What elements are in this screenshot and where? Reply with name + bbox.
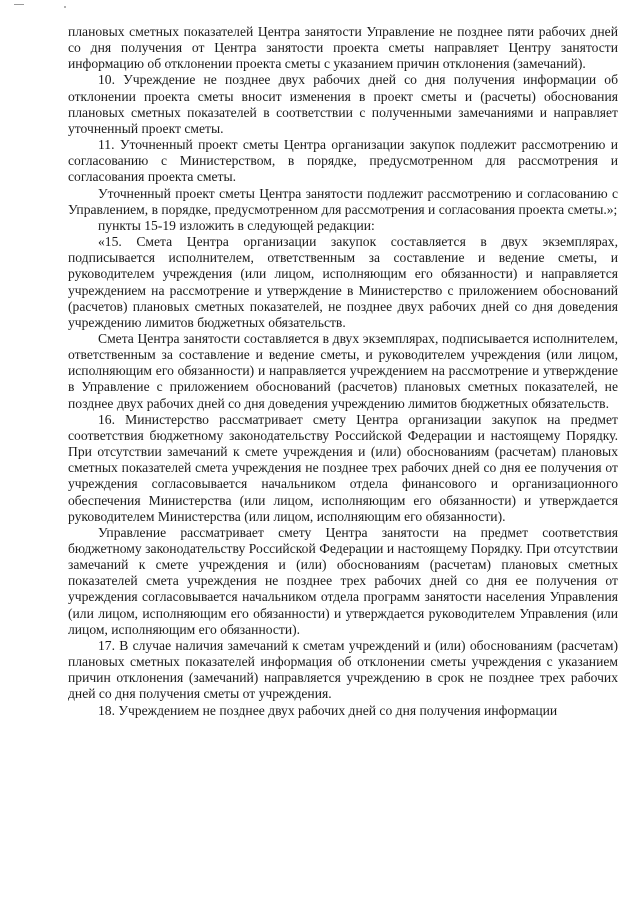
- paragraph-item-16: 16. Министерство рассматривает смету Центра организации закупок на предмет соответствия бюджетному законодательству Российской Федерации и настоящему Порядку. При отсутствии замечаний к смете учреждения и (или) обоснованиям (расчетам) плановых сметных показателей смета учреждения не позднее трех рабочих дней со дня ее получения от учреждения согласовывается начальником отдела финансового и организационного обеспечения Министерства (или лицом, исполняющим его обязанности) и утверждается руководителем Министерства (или лицом, исполняющим его обязанности).: [68, 411, 618, 524]
- document-body: [68, 24, 618, 719]
- scan-artifact-dot: [64, 6, 66, 8]
- paragraph-item-11-employment-center: Уточненный проект сметы Центра занятости подлежит рассмотрению и согласованию с Управлением, в порядке, предусмотренном для рассмотрения и согласования проекта сметы.»;: [68, 185, 618, 217]
- paragraph-item-15-employment-center: Смета Центра занятости составляется в двух экземплярах, подписывается исполнителем, ответственным за составление и ведение сметы, и руководителем учреждения (или лицом, исполняющим его обязанности) и направляется учреждением на рассмотрение и утверждение в Управление с приложением обоснований (расчетов) плановых сметных показателей, не позднее двух рабочих дней со дня доведения учреждению лимитов бюджетных обязательств.: [68, 330, 618, 411]
- paragraph-item-15: «15. Смета Центра организации закупок составляется в двух экземплярах, подписывается исполнителем, ответственным за составление и ведение сметы, и руководителем учреждения (или лицом, исполняющим его обязанности) и направляется учреждением на рассмотрение и утверждение в Министерство с приложением обоснований (расчетов) плановых сметных показателей, не позднее двух рабочих дней со дня доведения учреждению лимитов бюджетных обязательств.: [68, 234, 618, 330]
- paragraph-continuation: плановых сметных показателей Центра занятости Управление не позднее пяти рабочих дней со дня получения от Центра занятости проекта сметы направляет Центру занятости информацию об отклонении проекта сметы с указанием причин отклонения (замечаний).: [68, 24, 618, 72]
- paragraph-item-10: 10. Учреждение не позднее двух рабочих дней со дня получения информации об отклонении проекта сметы вносит изменения в проект сметы и (расчеты) обоснования плановых сметных показателей в соответствии с полученными замечаниями и направляет уточненный проект сметы.: [68, 72, 618, 136]
- paragraph-item-18: 18. Учреждением не позднее двух рабочих дней со дня получения информации: [98, 702, 558, 718]
- paragraph-amendment-intro: пункты 15-19 изложить в следующей редакции:: [98, 217, 375, 233]
- paragraph-item-16-employment-center: Управление рассматривает смету Центра занятости на предмет соответствия бюджетному законодательству Российской Федерации и настоящему Порядку. При отсутствии замечаний к смете учреждения и (или) обоснованиям (расчетам) плановых сметных показателей смета учреждения не позднее трех рабочих дней со дня ее получения от учреждения согласовывается начальником отдела программ занятости населения Управления (или лицом, исполняющим его обязанности) и утверждается руководителем Управления (или лицом, исполняющим его обязанности).: [68, 524, 618, 637]
- paragraph-item-11: 11. Уточненный проект сметы Центра организации закупок подлежит рассмотрению и согласованию с Министерством, в порядке, предусмотренном для рассмотрения и согласования проекта сметы.: [68, 137, 618, 185]
- paragraph-item-17: 17. В случае наличия замечаний к сметам учреждений и (или) обоснованиям (расчетам) плановых сметных показателей информация об отклонении сметы учреждения с указанием причин отклонения (замечаний) направляется учреждению в срок не позднее трех рабочих дней со дня получения сметы от учреждения.: [68, 637, 618, 702]
- scan-artifact-mark: [14, 4, 24, 5]
